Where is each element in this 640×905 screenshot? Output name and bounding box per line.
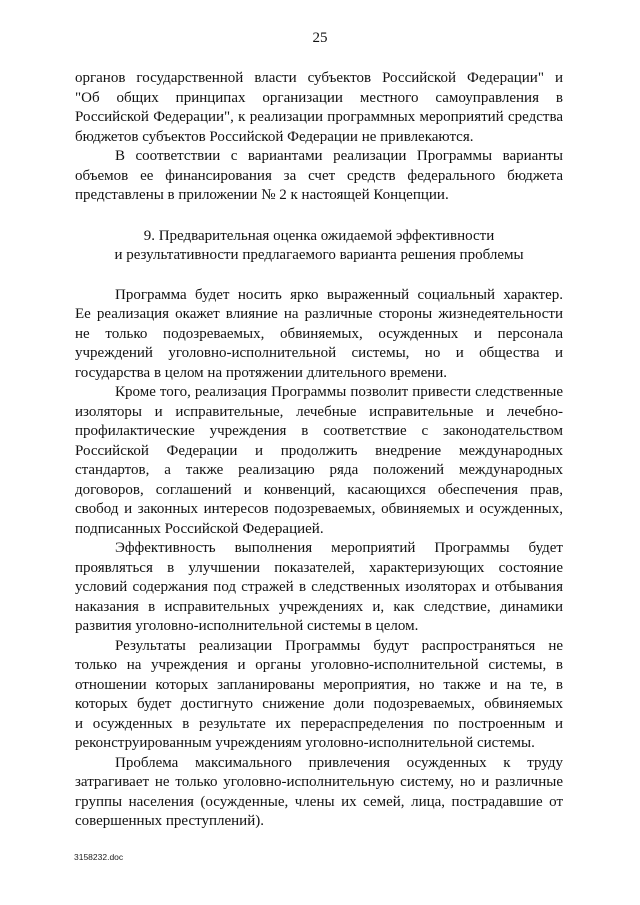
text-line: органов государственной власти субъектов Российской Федерации" и (75, 70, 563, 86)
text-line: изоляторы и исправительные, лечебные исправительные и лечебно- (75, 403, 563, 420)
text-line: "Об общих принципах организации местного самоуправления в (75, 89, 563, 106)
financing-paragraph (75, 147, 563, 206)
text-line: только на учреждения и органы уголовно-исполнительной системы, в (75, 657, 563, 673)
text-line: Результаты реализации Программы будут распространяться не (115, 637, 563, 654)
intro-paragraph (75, 69, 563, 147)
paragraph-labor (75, 754, 563, 832)
page-number: 25 (312, 30, 328, 46)
document-file-code: 3158232.doc (74, 852, 124, 862)
text-line: В соответствии с вариантами реализации Программы варианты (115, 148, 563, 164)
paragraph-results (75, 637, 563, 754)
section-heading-line: и результативности предлагаемого варианта решения проблемы (114, 247, 524, 263)
text-line: учреждений уголовно-исполнительной системы, но и общества и (75, 345, 563, 361)
text-line: Российской Федерации и продолжить внедрение международных (75, 442, 563, 459)
text-line: которых будет достигнуто снижение доли подозреваемых, обвиняемых (75, 696, 563, 712)
paragraph-social (75, 286, 563, 384)
paragraph-effectiveness (75, 539, 563, 637)
text-line: представлены в приложении № 2 к настоящей Концепции. (75, 187, 449, 203)
text-line: проявляться в улучшении показателей, характеризующих состояние (75, 559, 563, 576)
text-line: профилактические учреждения в соответствие с законодательством (75, 423, 563, 439)
text-line: условий содержания под стражей в следственных изоляторах и отбывания (75, 579, 563, 595)
text-line: Ее реализация окажет влияние на различные стороны жизнедеятельности (75, 306, 563, 322)
text-line: совершенных преступлений). (75, 813, 264, 829)
text-line: группы населения (осужденные, члены их семей, лица, пострадавшие от (75, 793, 563, 810)
text-line: стандартов, а также реализацию ряда положений международных (75, 462, 563, 478)
text-line: бюджетов субъектов Российской Федерации не привлекаются. (75, 128, 474, 145)
text-line: Проблема максимального привлечения осужденных к труду (115, 754, 563, 771)
text-line: договоров, соглашений и конвенций, касающихся обеспечения прав, (75, 481, 563, 498)
text-line: не только подозреваемых, обвиняемых, осужденных и персонала (75, 325, 563, 342)
text-line: развития уголовно-исполнительной системы в целом. (75, 618, 419, 634)
document-body (75, 69, 563, 832)
text-line: объемов ее финансирования за счет средств федерального бюджета (75, 167, 563, 184)
paragraph-compliance (75, 383, 563, 539)
text-line: подписанных Российской Федерацией. (75, 520, 324, 537)
section-heading (75, 227, 563, 266)
text-line: свобод и законных интересов подозреваемых, обвиняемых и осужденных, (75, 501, 563, 517)
text-line: Кроме того, реализация Программы позволит привести следственные (115, 384, 563, 400)
text-line: государства в целом на протяжении длительного времени. (75, 364, 448, 381)
section-heading-line: 9. Предварительная оценка ожидаемой эффективности (143, 227, 495, 244)
text-line: затрагивает не только уголовно-исполнительную систему, но и различные (75, 774, 563, 790)
text-line: Эффективность выполнения мероприятий Программы будет (115, 540, 563, 556)
text-line: и осужденных в результате их перераспределения по построенным и (75, 715, 563, 732)
text-line: наказания в исправительных учреждениях и, как следствие, динамики (75, 598, 563, 615)
text-line: Российской Федерации", к реализации программных мероприятий средства (75, 109, 563, 125)
text-line: реконструированным учреждениям уголовно-исполнительной системы. (75, 735, 535, 751)
text-line: Программа будет носить ярко выраженный социальный характер. (115, 286, 563, 303)
text-line: отношении которых запланированы мероприятия, но также и на те, в (75, 676, 563, 693)
